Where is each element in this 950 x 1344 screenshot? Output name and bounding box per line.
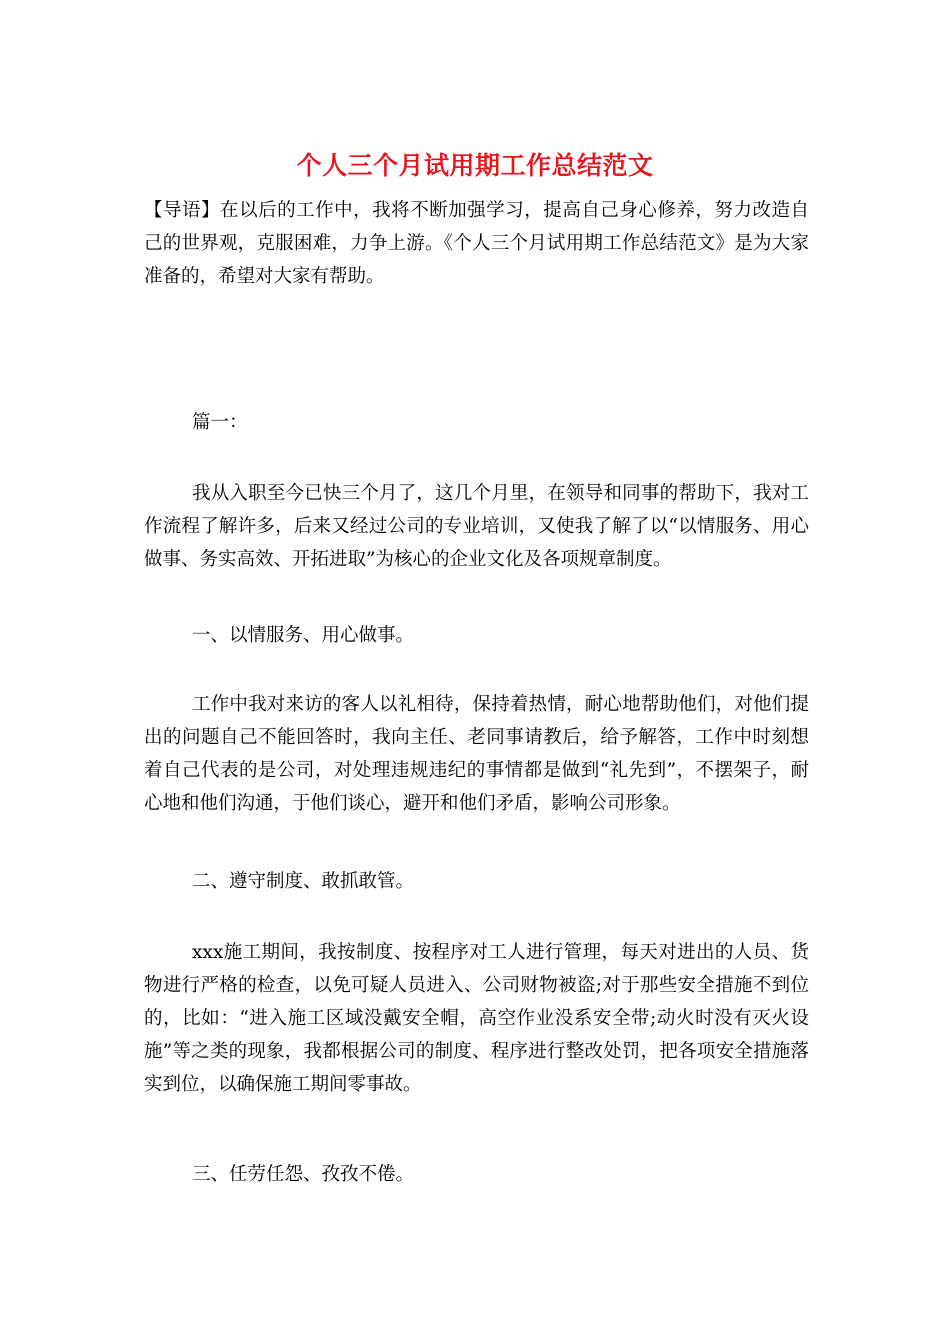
section-heading: 三、任劳任怨、孜孜不倦。 bbox=[192, 1164, 415, 1185]
section-heading: 一、以情服务、用心做事。 bbox=[192, 625, 415, 646]
body-paragraph: 工作中我对来访的客人以礼相待，保持着热情，耐心地帮助他们，对他们提出的问题自己不能回答时，我向主任、老同事请教后，给予解答，工作中时刻想着自己代表的是公司，对处理违规违纪的事情都是做到“礼先到”，不摆架子，耐心地和他们沟通，于他们谈心，避开和他们矛盾，影响公司形象。 bbox=[144, 694, 809, 814]
body-paragraph: 我从入职至今已快三个月了，这几个月里，在领导和同事的帮助下，我对工作流程了解许多，后来又经过公司的专业培训，又使我了解了以“以情服务、用心做事、务实高效、开拓进取”为核心的企业文化及各项规章制度。 bbox=[144, 483, 809, 570]
intro-paragraph: 【导语】在以后的工作中，我将不断加强学习，提高自己身心修养，努力改造自己的世界观，克服困难，力争上游。《个人三个月试用期工作总结范文》是为大家准备的，希望对大家有帮助。 bbox=[144, 200, 809, 287]
section-label: 篇一： bbox=[192, 412, 248, 433]
body-paragraph: xxx施工期间，我按制度、按程序对工人进行管理，每天对进出的人员、货物进行严格的检查，以免可疑人员进入、公司财物被盗;对于那些安全措施不到位的，比如：“进入施工区域没戴安全帽，高空作业没系安全带;动火时没有灭火设施”等之类的现象，我都根据公司的制度、程序进行整改处罚，把各项安全措施落实到位，以确保施工期间零事故。 bbox=[144, 942, 809, 1095]
section-heading: 二、遵守制度、敢抓敢管。 bbox=[192, 871, 415, 892]
document-title: 个人三个月试用期工作总结范文 bbox=[296, 151, 654, 180]
